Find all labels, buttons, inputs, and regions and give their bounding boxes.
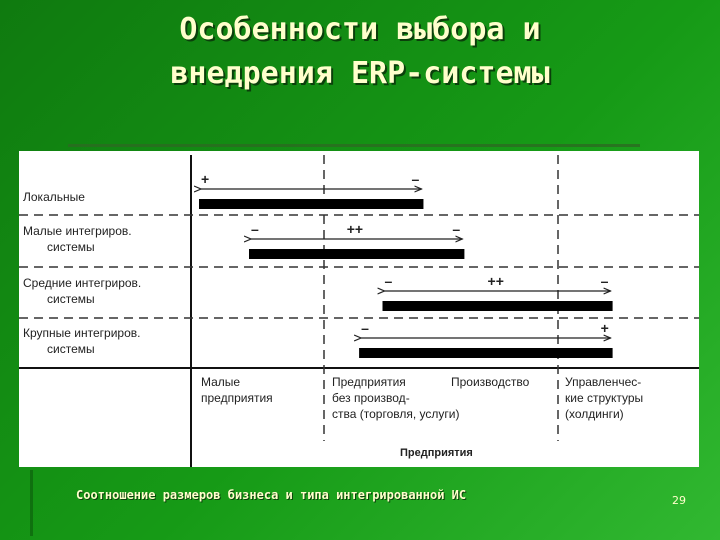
bar-1: [199, 199, 423, 209]
column-label-4-line-3: (холдинги): [565, 407, 624, 421]
row-label-3-line-2: системы: [47, 292, 95, 306]
bar-3-center-sign: ++: [487, 273, 504, 289]
column-label-1-line-2: предприятия: [201, 391, 273, 405]
row-label-2-line-1: Малые интегриров.: [23, 224, 132, 238]
column-label-2-line-1: Предприятия: [332, 375, 406, 389]
bar-2-right-sign: –: [452, 221, 461, 237]
bar-4: [359, 348, 612, 358]
row-label-1-line-1: Локальные: [23, 190, 85, 204]
title-divider: [68, 144, 640, 147]
column-label-3-line-1: Производство: [451, 375, 530, 389]
row-label-4-line-1: Крупные интегриров.: [23, 326, 141, 340]
bar-2: [249, 249, 464, 259]
diagram-panel: [19, 151, 699, 467]
row-label-3-line-1: Средние интегриров.: [23, 276, 142, 290]
x-axis-label: Предприятия: [400, 447, 473, 459]
slide-title: [0, 8, 720, 96]
bar-4-right-sign: +: [600, 320, 609, 336]
decorative-bar: [30, 470, 33, 536]
row-label-2-line-2: системы: [47, 240, 95, 254]
bar-3-right-sign: –: [600, 273, 609, 289]
column-label-4-line-1: Управленчес-: [565, 375, 642, 389]
page-number: 29: [672, 494, 686, 507]
business-size-diagram: [19, 151, 699, 467]
bar-4-left-sign: –: [361, 320, 369, 336]
slide-caption: Соотношение размеров бизнеса и типа интегрированной ИС: [76, 488, 467, 502]
bar-1-left-sign: +: [201, 171, 210, 187]
column-label-1-line-1: Малые: [201, 375, 241, 389]
bar-3: [383, 301, 613, 311]
bar-2-center-sign: ++: [346, 221, 364, 237]
row-label-4-line-2: системы: [47, 342, 95, 356]
bar-3-left-sign: –: [384, 273, 393, 289]
title-line-2: внедрения ERP-системы: [170, 56, 550, 91]
title-line-1: Особенности выбора и: [179, 12, 541, 47]
column-label-4-line-2: кие структуры: [565, 391, 644, 405]
column-label-2-line-3: ства (торговля, услуги): [332, 407, 460, 421]
column-label-2-line-2: без производ-: [332, 391, 410, 405]
bar-2-left-sign: –: [251, 221, 259, 237]
bar-1-right-sign: –: [411, 171, 420, 187]
